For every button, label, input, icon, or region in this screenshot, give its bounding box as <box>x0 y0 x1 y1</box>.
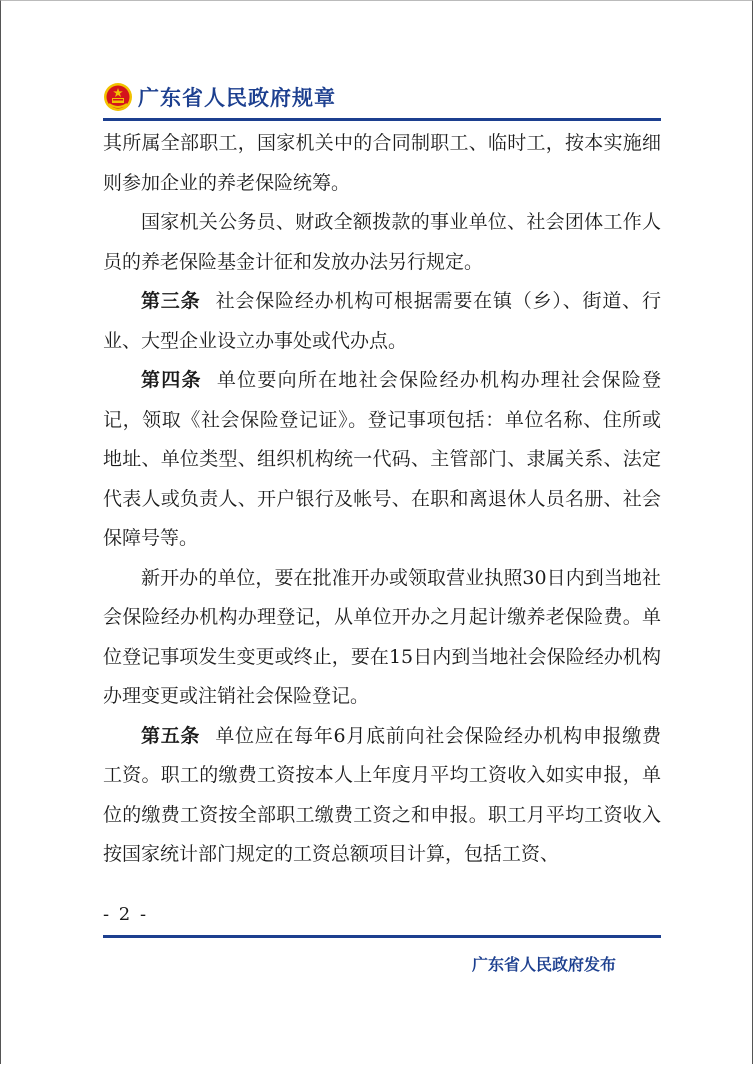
document-body <box>103 124 661 875</box>
paragraph <box>103 717 661 875</box>
national-emblem-icon <box>103 82 133 112</box>
paragraph <box>103 282 661 361</box>
paragraph-text: 单位要向所在地社会保险经办机构办理社会保险登记，领取《社会保险登记证》。登记事项包括：单位名称、住所或地址、单位类型、组织机构统一代码、主管部门、隶属关系、法定代表人或负责人、开户银行及帐号、在职和离退休人员名册、社会保障号等。 <box>103 369 661 549</box>
paragraph <box>103 361 661 559</box>
article-label: 第三条 <box>141 290 201 312</box>
document-header <box>103 80 336 114</box>
article-label: 第五条 <box>141 724 201 747</box>
paragraph-text: 单位应在每年6月底前向社会保险经办机构申报缴费工资。职工的缴费工资按本人上年度月平均工资收入如实申报，单位的缴费工资按全部职工缴费工资之和申报。职工月平均工资收入按国家统计部门规定的工资总额项目计算，包括工资、 <box>103 724 661 865</box>
header-title: 广东省人民政府规章 <box>138 86 336 110</box>
paragraph-text: 国家机关公务员、财政全额拨款的事业单位、社会团体工作人员的养老保险基金计征和发放办法另行规定。 <box>103 211 661 273</box>
header-divider <box>103 118 661 121</box>
paragraph-text: 其所属全部职工，国家机关中的合同制职工、临时工，按本实施细则参加企业的养老保险统筹。 <box>103 132 661 194</box>
paragraph-text: 社会保险经办机构可根据需要在镇（乡）、街道、行业、大型企业设立办事处或代办点。 <box>103 290 661 352</box>
paragraph <box>103 203 661 282</box>
article-label: 第四条 <box>141 369 202 391</box>
paragraph-text: 新开办的单位，要在批准开办或领取营业执照30日内到当地社会保险经办机构办理登记，从单位开办之月起计缴养老保险费。单位登记事项发生变更或终止，要在15日内到当地社会保险经办机构办理变更或注销社会保险登记。 <box>103 566 661 707</box>
footer-publisher: 广东省人民政府发布 <box>471 955 616 974</box>
paragraph <box>103 559 661 717</box>
footer-divider <box>103 935 661 938</box>
paragraph <box>103 124 661 203</box>
page-number: - 2 - <box>103 904 149 925</box>
